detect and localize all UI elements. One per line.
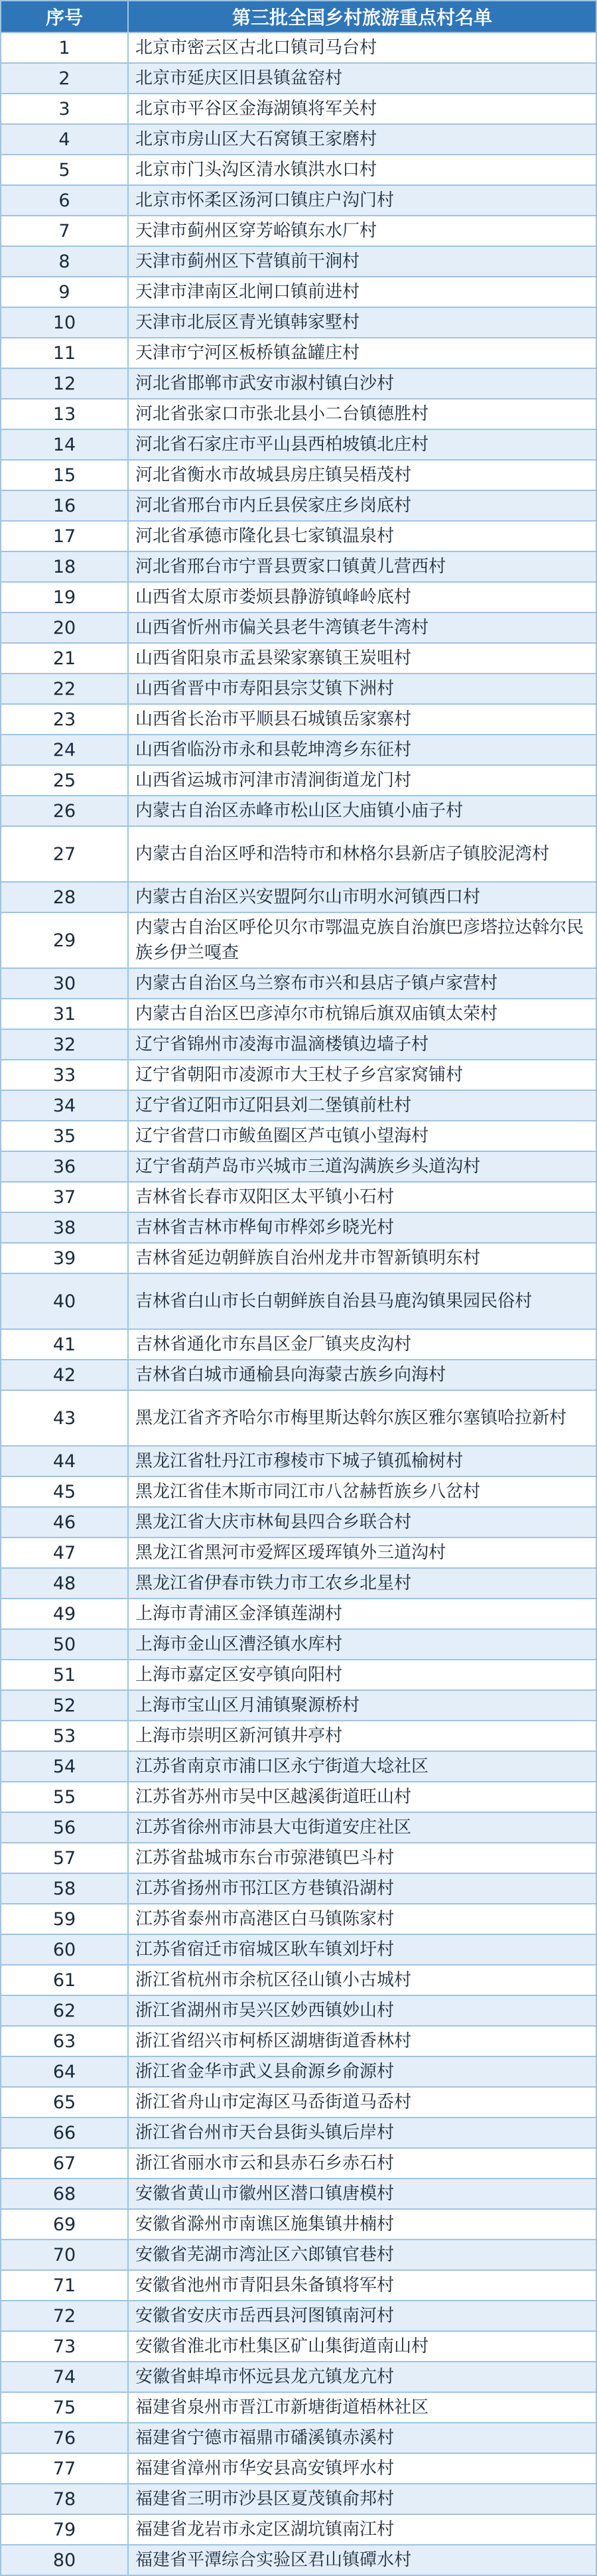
- village-name: 安徽省黄山市徽州区潜口镇唐模村: [128, 2179, 596, 2209]
- table-row: [1, 1995, 596, 2026]
- village-name: 辽宁省锦州市凌海市温滴楼镇边墙子村: [128, 1029, 596, 1060]
- table-row: [1, 63, 596, 94]
- table-row: [1, 2240, 596, 2270]
- table-body: [1, 33, 596, 2575]
- row-number: 64: [1, 2056, 128, 2087]
- village-name: 山西省长治市平顺县石城镇岳家寨村: [128, 704, 596, 735]
- village-name: 黑龙江省佳木斯市同江市八岔赫哲族乡八岔村: [128, 1476, 596, 1507]
- village-name: 山西省运城市河津市清涧街道龙门村: [128, 765, 596, 796]
- village-name: 山西省忻州市偏关县老牛湾镇老牛湾村: [128, 612, 596, 643]
- village-name: 北京市延庆区旧县镇盆窑村: [128, 63, 596, 94]
- table-row: [1, 1721, 596, 1751]
- table-row: [1, 2392, 596, 2423]
- village-name: 山西省临汾市永和县乾坤湾乡东征村: [128, 735, 596, 765]
- row-number: 8: [1, 246, 128, 277]
- table-row: [1, 1360, 596, 1390]
- table-row: [1, 1029, 596, 1060]
- village-name: 上海市嘉定区安亭镇向阳村: [128, 1660, 596, 1690]
- village-name: 河北省承德市隆化县七家镇温泉村: [128, 521, 596, 551]
- row-number: 14: [1, 429, 128, 460]
- village-name: 天津市蓟州区穿芳峪镇东水厂村: [128, 216, 596, 246]
- row-number: 50: [1, 1629, 128, 1660]
- village-name: 山西省太原市娄烦县静游镇峰岭底村: [128, 582, 596, 612]
- table-row: [1, 643, 596, 674]
- row-number: 65: [1, 2087, 128, 2117]
- table-row: [1, 368, 596, 399]
- table-row: [1, 2056, 596, 2087]
- table-row: [1, 1599, 596, 1629]
- table-row: [1, 1212, 596, 1243]
- row-number: 7: [1, 216, 128, 246]
- row-number: 21: [1, 643, 128, 674]
- village-name: 山西省阳泉市孟县梁家寨镇王炭咀村: [128, 643, 596, 674]
- row-number: 60: [1, 1934, 128, 1965]
- row-number: 43: [1, 1390, 128, 1446]
- village-name: 辽宁省葫芦岛市兴城市三道沟满族乡头道沟村: [128, 1151, 596, 1182]
- village-name: 吉林省长春市双阳区太平镇小石村: [128, 1182, 596, 1212]
- table-row: [1, 277, 596, 307]
- row-number: 68: [1, 2179, 128, 2209]
- village-name: 辽宁省辽阳市辽阳县刘二堡镇前杜村: [128, 1090, 596, 1121]
- row-number: 27: [1, 826, 128, 882]
- table-header-row: [1, 1, 596, 33]
- table-row: [1, 2362, 596, 2392]
- row-number: 17: [1, 521, 128, 551]
- village-name: 黑龙江省牡丹江市穆棱市下城子镇孤榆树村: [128, 1446, 596, 1476]
- village-name: 天津市宁河区板桥镇盆罐庄村: [128, 338, 596, 368]
- row-number: 11: [1, 338, 128, 368]
- row-number: 55: [1, 1782, 128, 1812]
- table-row: [1, 1090, 596, 1121]
- row-number: 54: [1, 1751, 128, 1782]
- table-row: [1, 968, 596, 999]
- table-row: [1, 2301, 596, 2331]
- village-name: 江苏省南京市浦口区永宁街道大埝社区: [128, 1751, 596, 1782]
- table-row: [1, 1568, 596, 1599]
- village-name: 河北省邯郸市武安市淑村镇白沙村: [128, 368, 596, 399]
- table-row: [1, 216, 596, 246]
- village-name: 内蒙古自治区赤峰市松山区大庙镇小庙子村: [128, 796, 596, 826]
- table-row: [1, 582, 596, 612]
- table-row: [1, 2087, 596, 2117]
- row-number: 78: [1, 2484, 128, 2514]
- village-name: 天津市北辰区青光镇韩家墅村: [128, 307, 596, 338]
- village-name: 山西省晋中市寿阳县宗艾镇下洲村: [128, 674, 596, 704]
- table-row: [1, 490, 596, 521]
- village-name: 天津市津南区北闸口镇前进村: [128, 277, 596, 307]
- row-number: 22: [1, 674, 128, 704]
- row-number: 47: [1, 1538, 128, 1568]
- row-number: 1: [1, 33, 128, 63]
- village-name: 内蒙古自治区巴彦淖尔市杭锦后旗双庙镇太荣村: [128, 999, 596, 1029]
- row-number: 13: [1, 399, 128, 429]
- table-row: [1, 1782, 596, 1812]
- village-name: 江苏省盐城市东台市弶港镇巴斗村: [128, 1843, 596, 1873]
- village-name: 浙江省绍兴市柯桥区湖塘街道香林村: [128, 2026, 596, 2056]
- row-number: 9: [1, 277, 128, 307]
- village-name: 河北省石家庄市平山县西柏坡镇北庄村: [128, 429, 596, 460]
- table-row: [1, 2484, 596, 2514]
- village-name: 吉林省白城市通榆县向海蒙古族乡向海村: [128, 1360, 596, 1390]
- table-row: [1, 2423, 596, 2453]
- row-number: 29: [1, 912, 128, 968]
- table-row: [1, 399, 596, 429]
- row-number: 80: [1, 2545, 128, 2575]
- table-row: [1, 429, 596, 460]
- table-row: [1, 2331, 596, 2362]
- row-number: 35: [1, 1121, 128, 1151]
- table-row: [1, 2209, 596, 2240]
- table-row: [1, 1629, 596, 1660]
- row-number: 76: [1, 2423, 128, 2453]
- table-row: [1, 1904, 596, 1934]
- row-number: 69: [1, 2209, 128, 2240]
- row-number: 28: [1, 882, 128, 912]
- village-name: 浙江省台州市天台县街头镇后岸村: [128, 2117, 596, 2148]
- table-row: [1, 612, 596, 643]
- row-number: 59: [1, 1904, 128, 1934]
- row-number: 12: [1, 368, 128, 399]
- row-number: 31: [1, 999, 128, 1029]
- row-number: 4: [1, 124, 128, 155]
- row-number: 5: [1, 155, 128, 185]
- row-number: 63: [1, 2026, 128, 2056]
- village-name: 黑龙江省黑河市爱辉区瑷珲镇外三道沟村: [128, 1538, 596, 1568]
- row-number: 30: [1, 968, 128, 999]
- table-row: [1, 1751, 596, 1782]
- table-row: [1, 1273, 596, 1329]
- row-number: 42: [1, 1360, 128, 1390]
- village-name: 内蒙古自治区呼伦贝尔市鄂温克族自治旗巴彦塔拉达斡尔民族乡伊兰嘎查: [128, 912, 596, 968]
- row-number: 72: [1, 2301, 128, 2331]
- row-number: 57: [1, 1843, 128, 1873]
- village-name: 黑龙江省大庆市林甸县四合乡联合村: [128, 1507, 596, 1538]
- table-row: [1, 33, 596, 63]
- row-number: 20: [1, 612, 128, 643]
- village-name: 福建省漳州市华安县高安镇坪水村: [128, 2453, 596, 2484]
- row-number: 56: [1, 1812, 128, 1843]
- row-number: 26: [1, 796, 128, 826]
- row-number: 45: [1, 1476, 128, 1507]
- row-number: 46: [1, 1507, 128, 1538]
- village-name: 福建省泉州市晋江市新塘街道梧林社区: [128, 2392, 596, 2423]
- village-name: 河北省张家口市张北县小二台镇德胜村: [128, 399, 596, 429]
- row-number: 74: [1, 2362, 128, 2392]
- village-name: 安徽省池州市青阳县朱备镇将军村: [128, 2270, 596, 2301]
- table-row: [1, 1243, 596, 1273]
- village-name: 江苏省苏州市吴中区越溪街道旺山村: [128, 1782, 596, 1812]
- village-name: 内蒙古自治区乌兰察布市兴和县店子镇卢家营村: [128, 968, 596, 999]
- row-number: 6: [1, 185, 128, 216]
- table-row: [1, 1507, 596, 1538]
- table-row: [1, 1329, 596, 1360]
- row-number: 75: [1, 2392, 128, 2423]
- row-number: 24: [1, 735, 128, 765]
- village-name: 北京市密云区古北口镇司马台村: [128, 33, 596, 63]
- village-name: 辽宁省朝阳市凌源市大王杖子乡宫家窝铺村: [128, 1060, 596, 1090]
- table-row: [1, 735, 596, 765]
- village-name: 内蒙古自治区兴安盟阿尔山市明水河镇西口村: [128, 882, 596, 912]
- table-row: [1, 796, 596, 826]
- village-name: 浙江省湖州市吴兴区妙西镇妙山村: [128, 1995, 596, 2026]
- row-number: 16: [1, 490, 128, 521]
- row-number: 58: [1, 1873, 128, 1904]
- row-number: 44: [1, 1446, 128, 1476]
- row-number: 15: [1, 460, 128, 490]
- table-row: [1, 765, 596, 796]
- village-name: 河北省邢台市内丘县侯家庄乡岗底村: [128, 490, 596, 521]
- row-number: 18: [1, 551, 128, 582]
- table-row: [1, 338, 596, 368]
- village-name: 上海市青浦区金泽镇莲湖村: [128, 1599, 596, 1629]
- row-number: 49: [1, 1599, 128, 1629]
- row-number: 37: [1, 1182, 128, 1212]
- table-row: [1, 2514, 596, 2545]
- village-name: 黑龙江省齐齐哈尔市梅里斯达斡尔族区雅尔塞镇哈拉新村: [128, 1390, 596, 1446]
- table-row: [1, 1538, 596, 1568]
- table-row: [1, 2148, 596, 2179]
- village-name: 内蒙古自治区呼和浩特市和林格尔县新店子镇胶泥湾村: [128, 826, 596, 882]
- village-name: 吉林省吉林市桦甸市桦郊乡晓光村: [128, 1212, 596, 1243]
- village-name: 辽宁省营口市鲅鱼圈区芦屯镇小望海村: [128, 1121, 596, 1151]
- table-row: [1, 1121, 596, 1151]
- row-number: 25: [1, 765, 128, 796]
- table-row: [1, 1390, 596, 1446]
- table-row: [1, 999, 596, 1029]
- table-row: [1, 246, 596, 277]
- village-name: 浙江省杭州市余杭区径山镇小古城村: [128, 1965, 596, 1995]
- table-row: [1, 2270, 596, 2301]
- table-row: [1, 912, 596, 968]
- table-row: [1, 94, 596, 124]
- row-number: 34: [1, 1090, 128, 1121]
- table-row: [1, 1843, 596, 1873]
- row-number: 38: [1, 1212, 128, 1243]
- village-name: 河北省衡水市故城县房庄镇吴梧茂村: [128, 460, 596, 490]
- village-name: 吉林省白山市长白朝鲜族自治县马鹿沟镇果园民俗村: [128, 1273, 596, 1329]
- village-name: 福建省宁德市福鼎市磻溪镇赤溪村: [128, 2423, 596, 2453]
- table-row: [1, 826, 596, 882]
- row-number: 53: [1, 1721, 128, 1751]
- village-name: 安徽省淮北市杜集区矿山集街道南山村: [128, 2331, 596, 2362]
- village-name: 福建省平潭综合实验区君山镇磹水村: [128, 2545, 596, 2575]
- village-name: 江苏省扬州市邗江区方巷镇沿湖村: [128, 1873, 596, 1904]
- table-row: [1, 1060, 596, 1090]
- row-number: 48: [1, 1568, 128, 1599]
- table-row: [1, 307, 596, 338]
- table-row: [1, 2117, 596, 2148]
- row-number: 70: [1, 2240, 128, 2270]
- row-number: 19: [1, 582, 128, 612]
- table-row: [1, 2179, 596, 2209]
- table-row: [1, 1934, 596, 1965]
- village-name: 浙江省舟山市定海区马岙街道马岙村: [128, 2087, 596, 2117]
- row-number: 33: [1, 1060, 128, 1090]
- row-number: 73: [1, 2331, 128, 2362]
- table-row: [1, 1965, 596, 1995]
- table-row: [1, 155, 596, 185]
- table-row: [1, 2026, 596, 2056]
- column-header-name: 第三批全国乡村旅游重点村名单: [128, 1, 596, 33]
- row-number: 79: [1, 2514, 128, 2545]
- village-name: 上海市崇明区新河镇井亭村: [128, 1721, 596, 1751]
- village-name: 北京市平谷区金海湖镇将军关村: [128, 94, 596, 124]
- table-row: [1, 882, 596, 912]
- table-row: [1, 1151, 596, 1182]
- row-number: 52: [1, 1690, 128, 1721]
- village-name: 江苏省宿迁市宿城区耿车镇刘圩村: [128, 1934, 596, 1965]
- table-row: [1, 185, 596, 216]
- village-name: 浙江省金华市武义县俞源乡俞源村: [128, 2056, 596, 2087]
- village-name: 安徽省芜湖市湾沚区六郎镇官巷村: [128, 2240, 596, 2270]
- row-number: 2: [1, 63, 128, 94]
- village-name: 北京市怀柔区汤河口镇庄户沟门村: [128, 185, 596, 216]
- village-name: 浙江省丽水市云和县赤石乡赤石村: [128, 2148, 596, 2179]
- row-number: 40: [1, 1273, 128, 1329]
- village-name: 河北省邢台市宁晋县贾家口镇黄儿营西村: [128, 551, 596, 582]
- village-name: 上海市金山区漕泾镇水库村: [128, 1629, 596, 1660]
- table-row: [1, 1812, 596, 1843]
- table-row: [1, 2453, 596, 2484]
- table-row: [1, 704, 596, 735]
- column-header-number: 序号: [1, 1, 128, 33]
- table-row: [1, 124, 596, 155]
- village-name: 安徽省蚌埠市怀远县龙亢镇龙亢村: [128, 2362, 596, 2392]
- row-number: 41: [1, 1329, 128, 1360]
- row-number: 77: [1, 2453, 128, 2484]
- row-number: 36: [1, 1151, 128, 1182]
- village-name: 福建省三明市沙县区夏茂镇俞邦村: [128, 2484, 596, 2514]
- village-name: 天津市蓟州区下营镇前干涧村: [128, 246, 596, 277]
- village-name: 江苏省徐州市沛县大屯街道安庄社区: [128, 1812, 596, 1843]
- row-number: 51: [1, 1660, 128, 1690]
- village-name: 北京市房山区大石窝镇王家磨村: [128, 124, 596, 155]
- table-row: [1, 674, 596, 704]
- table-row: [1, 1873, 596, 1904]
- village-name: 北京市门头沟区清水镇洪水口村: [128, 155, 596, 185]
- table-row: [1, 551, 596, 582]
- village-name: 吉林省通化市东昌区金厂镇夹皮沟村: [128, 1329, 596, 1360]
- row-number: 66: [1, 2117, 128, 2148]
- row-number: 61: [1, 1965, 128, 1995]
- row-number: 67: [1, 2148, 128, 2179]
- village-name: 安徽省安庆市岳西县河图镇南河村: [128, 2301, 596, 2331]
- village-name: 黑龙江省伊春市铁力市工农乡北星村: [128, 1568, 596, 1599]
- row-number: 10: [1, 307, 128, 338]
- table-row: [1, 2545, 596, 2575]
- table-row: [1, 1660, 596, 1690]
- table-row: [1, 1182, 596, 1212]
- row-number: 3: [1, 94, 128, 124]
- village-name: 上海市宝山区月浦镇聚源桥村: [128, 1690, 596, 1721]
- row-number: 71: [1, 2270, 128, 2301]
- row-number: 39: [1, 1243, 128, 1273]
- village-name: 福建省龙岩市永定区湖坑镇南江村: [128, 2514, 596, 2545]
- table-row: [1, 521, 596, 551]
- row-number: 23: [1, 704, 128, 735]
- table-row: [1, 1476, 596, 1507]
- row-number: 32: [1, 1029, 128, 1060]
- village-name: 吉林省延边朝鲜族自治州龙井市智新镇明东村: [128, 1243, 596, 1273]
- table-row: [1, 1446, 596, 1476]
- village-name: 安徽省滁州市南谯区施集镇井楠村: [128, 2209, 596, 2240]
- village-name: 江苏省泰州市高港区白马镇陈家村: [128, 1904, 596, 1934]
- table-row: [1, 460, 596, 490]
- row-number: 62: [1, 1995, 128, 2026]
- table-row: [1, 1690, 596, 1721]
